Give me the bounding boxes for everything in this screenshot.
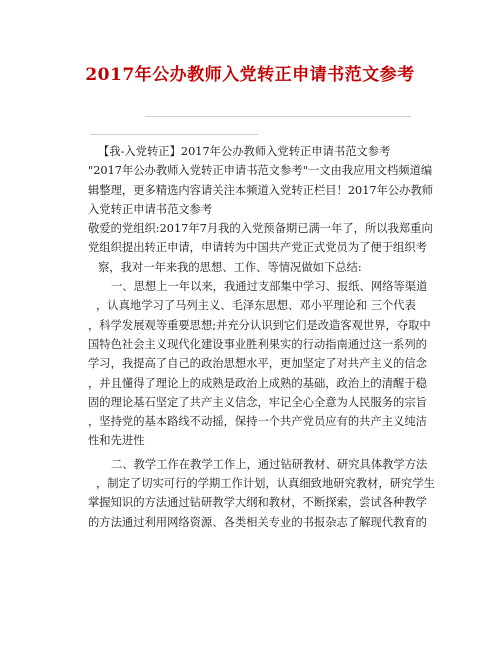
body-line: 党组织提出转正申请，申请转为中国共产党正式党员为了便于组织考: [88, 241, 427, 255]
body-line: 国特色社会主义现代化建设事业胜利果实的行动指南通过这一系列的: [88, 337, 427, 351]
document-body: [88, 142, 435, 532]
body-line: 掌握知识的方法通过钻研教学大纲和教材，不断探索，尝试各种教学: [88, 496, 427, 510]
body-line: 辑整理，更多精选内容请关注本频道入党转正栏目！2017年公办教师: [88, 183, 434, 197]
section-divider: [90, 134, 258, 135]
body-line: ，科学发展观等重要思想;并充分认识到它们是改造客观世界，夺取中: [88, 318, 431, 332]
body-line: 性和先进性: [88, 434, 145, 448]
body-line: 一、思想上一年以来，我通过支部集中学习、报纸、网络等渠道: [111, 280, 428, 294]
body-line: ，认真地学习了马列主义、毛泽东思想、邓小平理论和 三个代表: [96, 299, 416, 313]
body-line: ，坚持党的基本路线不动摇，保持一个共产党员应有的共产主义纯洁: [88, 415, 427, 429]
body-line: 的方法通过利用网络资源、各类相关专业的书报杂志了解现代教育的: [88, 515, 427, 529]
body-line: ，并且懂得了理论上的成熟是政治上成熟的基础，政治上的清醒于稳: [88, 376, 427, 390]
body-line: 察，我对一年来我的思想、工作、等情况做如下总结:: [98, 260, 362, 274]
body-line: 二、教学工作在教学工作上，通过钻研教材、研究具体教学方法: [111, 457, 428, 471]
body-line: 学习，我提高了自己的政治思想水平，更加坚定了对共产主义的信念: [88, 357, 427, 371]
body-line: 【我-入党转正】2017年公办教师入党转正申请书范文参考: [98, 145, 391, 158]
body-line: 入党转正申请书范文参考: [88, 202, 213, 216]
body-line: ，制定了切实可行的学期工作计划，认真细致地研究教材，研究学生: [96, 477, 435, 491]
body-line: 固的理论基石坚定了共产主义信念，牢记全心全意为人民服务的宗旨: [88, 395, 427, 409]
document-title: 2017年公办教师入党转正申请书范文参考: [85, 65, 415, 85]
body-line: "2017年公办教师入党转正申请书范文参考"一文由我应用文档频道编: [88, 164, 433, 178]
title-divider: [145, 116, 411, 117]
body-line: 敬爱的党组织:2017年7月我的入党预备期已满一年了，所以我郑重向: [88, 222, 433, 236]
